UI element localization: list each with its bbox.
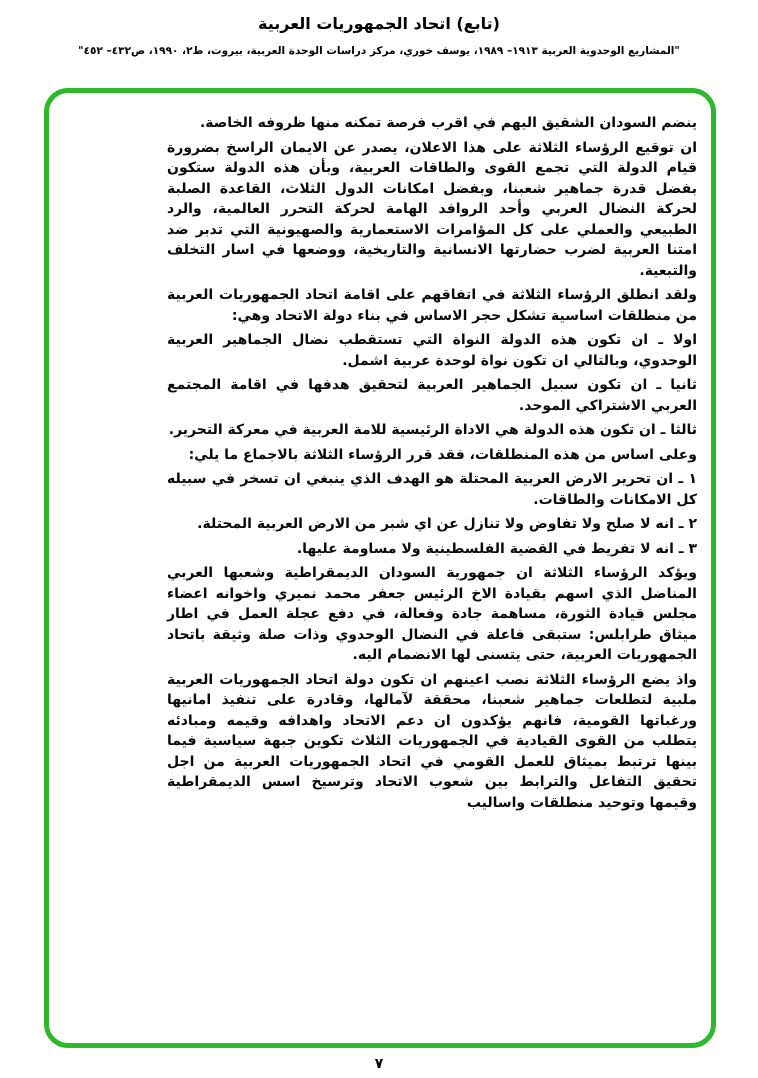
body-text-column (167, 113, 697, 817)
paragraph-declaration: ان توقيع الرؤساء الثلاثة على هذا الاعلان، يصدر عن الايمان الراسخ بضرورة قيام الدولة التي تجمع القوى والطاقات العربية، وبأن هذه الدولة ستكون بفضل قدرة جماهير شعبنا، وبفضل امكانات الدول الثلاث، القاعدة الصلبة لحركة النضال العربي وأحد الروافد الهامة لحركة التحرر العالمية، والرد الطبيعي والعملي على كل المؤامرات الاستعمارية والصهيونية التي تدبر ضد امتنا العربية لضرب حضارتها الانسانية والتاريخية، ووضعها في اسار التخلف والتبعية. (167, 139, 697, 279)
paragraph-third-point: ثالثا ـ ان تكون هذه الدولة هي الاداة الرئيسية للامة العربية في معركة التحرير. (168, 422, 697, 438)
paragraph-sudan: ويؤكد الرؤساء الثلاثة ان جمهورية السودان الديمقراطية وشعبها العربي المناضل الذي اسهم بقيادة الاخ الرئيس جعفر محمد نميري واخوانه اعضاء مجلس قيادة الثورة، مساهمة جادة وفعالة، في دفع عجلة العمل في اطار ميثاق طرابلس: ستبقى فاعلة في النضال الوحدوي وذات صلة وثيقة باتحاد الجمهوريات العربية، حتى يتسنى لها الانضمام اليه. (167, 565, 697, 663)
paragraph-first-point: اولا ـ ان تكون هذه الدولة النواة التي تستقطب نضال الجماهير العربية الوحدوي، وبالتالي ان تكون نواة لوحدة عربية اشمل. (167, 332, 697, 369)
paragraph-second-point: ثانيا ـ ان تكون سبيل الجماهير العربية لتحقيق هدفها في اقامة المجتمع العربي الاشتراكي الموحد. (167, 377, 697, 414)
citation-line: "المشاريع الوحدوية العربية ١٩١٣– ١٩٨٩، يوسف خوري، مركز دراسات الوحدة العربية، بيروت، ط٢، ١٩٩٠، ص٤٣٢– ٤٥٢" (78, 45, 680, 57)
paragraph-item-3: ٣ ـ انه لا تفريط في القضية الفلسطينية ولا مساومة عليها. (296, 540, 697, 557)
paragraph-item-1: ١ ـ ان تحرير الارض العربية المحتلة هو الهدف الذي ينبغي ان تسخر في سبيله كل الامكانات والطاقات. (167, 471, 697, 508)
page-header (0, 14, 758, 57)
paragraph-intro: ينضم السودان الشقيق اليهم في اقرب فرصة تمكنه منها ظروفه الخاصة. (199, 115, 697, 131)
green-border-frame (44, 88, 716, 1048)
paragraph-item-2: ٢ ـ انه لا صلح ولا تفاوض ولا تنازل عن اي شبر من الارض العربية المحتلة. (197, 516, 697, 532)
paragraph-closing: واذ يضع الرؤساء الثلاثة نصب اعينهم ان تكون دولة اتحاد الجمهوريات العربية ملبية لتطلعات جماهير شعبنا، محققة لآمالها، وقادرة على تنفيذ امانيها ورغباتها القومية، فانهم يؤكدون ان دعم الاتحاد واهدافه وقيمه ومبادئه يتطلب من القوى القيادية في الجمهوريات الثلاث تكوين جبهة سياسية فيما بينها ترتبط بميثاق للعمل القومي في اتحاد الجمهوريات العربية من اجل تحقيق التفاعل والترابط بين شعوب الاتحاد وترسيخ اسس الديمقراطية وقيمها وتوحيد منطلقات واساليب (167, 671, 697, 811)
page-number: ٧ (374, 1056, 384, 1072)
page-title: (تابع) اتحاد الجمهوريات العربية (258, 14, 500, 33)
paragraph-decisions-intro: وعلى اساس من هذه المنطلقات، فقد قرر الرؤساء الثلاثة بالاجماع ما يلي: (188, 446, 697, 463)
paragraph-foundations: ولقد انطلق الرؤساء الثلاثة في اتفاقهم على اقامة اتحاد الجمهوريات العربية من منطلقات اساسية تشكل حجر الاساس في بناء دولة الاتحاد وهي: (167, 287, 697, 324)
